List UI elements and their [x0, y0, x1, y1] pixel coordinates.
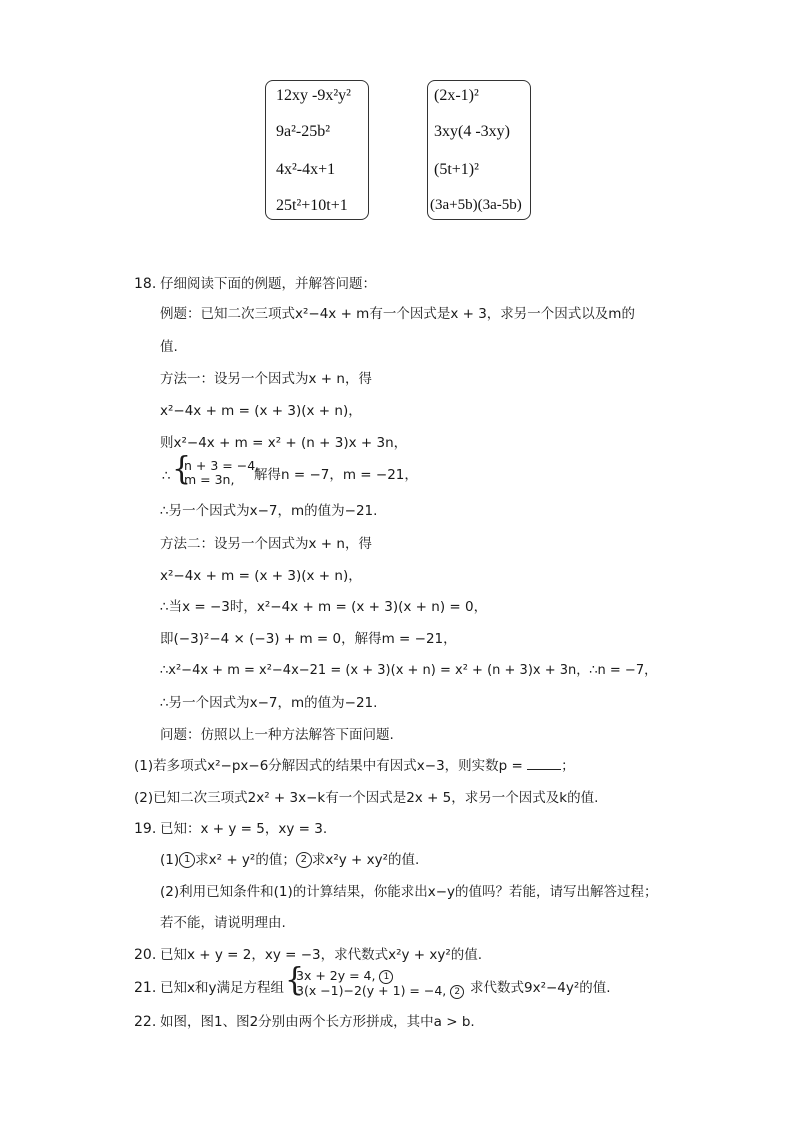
left-item-1: 12xy -9x²y²: [276, 87, 351, 104]
q18-part1-end: ；: [561, 758, 575, 774]
q21-post: 求代数式9x²−4y²的值.: [470, 980, 611, 996]
q18-problem: 问题：仿照以上一种方法解答下面问题.: [160, 727, 394, 743]
q20-number: 20.: [134, 947, 157, 963]
q19-part1-task1: 求x² + y²的值；: [195, 852, 296, 868]
q19-part2-line2: 若不能，请说明理由.: [160, 915, 286, 931]
q18-method2-title: 方法二：设另一个因式为x + n，得: [160, 536, 372, 552]
q19-part1-label: (1): [160, 852, 180, 868]
q18-example-line1: 例题：已知二次三项式x²−4x + m有一个因式是x + 3，求另一个因式以及m的: [160, 306, 635, 322]
answer-blank[interactable]: [527, 757, 561, 770]
q22-text: 如图，图1、图2分别由两个长方形拼成，其中a > b.: [160, 1014, 475, 1030]
q22-number: 22.: [134, 1014, 157, 1030]
q18-method1-eq1: x²−4x + m = (x + 3)(x + n)，: [160, 403, 362, 419]
left-item-2: 9a²-25b²: [276, 123, 331, 140]
q18-system-bottom: m = 3n,: [184, 472, 235, 487]
q18-system-brace: {: [172, 451, 192, 488]
q18-example-line2: 值.: [160, 339, 178, 355]
q19-given: 已知：x + y = 5，xy = 3.: [160, 821, 328, 837]
q18-method1-solve: 解得n = −7，m = −21，: [254, 467, 418, 483]
q18-part1-text: (1)若多项式x²−px−6分解因式的结果中有因式x−3，则实数p =: [134, 758, 523, 774]
q18-method2-eq3: 即(−3)²−4 × (−3) + m = 0，解得m = −21，: [160, 631, 457, 647]
q18-part2: (2)已知二次三项式2x² + 3x−k有一个因式是2x + 5，求另一个因式及k的值.: [134, 790, 599, 806]
q21-number: 21.: [134, 980, 157, 996]
q21-pre: 已知x和y满足方程组: [160, 980, 284, 996]
q21-eq-bottom-text: 3(x −1)−2(y + 1) = −4,: [296, 983, 447, 998]
q21-system-brace: {: [285, 962, 305, 999]
right-item-3: (5t+1)²: [434, 161, 479, 178]
circled-number-1: 1: [379, 970, 393, 984]
q18-method2-conclusion: ∴另一个因式为x−7，m的值为−21.: [160, 695, 378, 711]
q18-system-top: n + 3 = −4,: [184, 458, 260, 473]
q18-part1: [134, 757, 575, 775]
q18-therefore-symbol: ∴: [162, 468, 171, 484]
q18-number: 18.: [134, 276, 157, 292]
q20-text: 已知x + y = 2，xy = −3，求代数式x²y + xy²的值.: [160, 947, 483, 963]
q18-method1-title: 方法一：设另一个因式为x + n，得: [160, 371, 372, 387]
q18-method2-eq4: ∴x²−4x + m = x²−4x−21 = (x + 3)(x + n) = x² + (n + 3)x + 3n，∴n = −7，: [160, 663, 658, 678]
right-item-4: (3a+5b)(3a-5b): [430, 197, 522, 213]
q18-method1-conclusion: ∴另一个因式为x−7，m的值为−21.: [160, 503, 378, 519]
circled-number-1: 1: [179, 852, 195, 868]
circled-number-2: 2: [296, 852, 312, 868]
q19-number: 19.: [134, 821, 157, 837]
circled-number-2: 2: [450, 985, 464, 999]
q18-method2-eq1: x²−4x + m = (x + 3)(x + n)，: [160, 568, 362, 584]
right-item-2: 3xy(4 -3xy): [434, 123, 510, 140]
left-item-3: 4x²-4x+1: [276, 161, 336, 178]
q21-eq-bottom: [296, 984, 464, 999]
left-expression-box: [265, 80, 369, 220]
left-item-4: 25t²+10t+1: [276, 197, 348, 214]
q21-eq-top: [296, 969, 393, 984]
right-item-1: (2x-1)²: [434, 87, 479, 104]
right-expression-box: [427, 80, 531, 220]
q19-part1: [160, 851, 419, 869]
q18-method1-eq2: 则x²−4x + m = x² + (n + 3)x + 3n，: [160, 435, 408, 451]
q19-part2-line1: (2)利用已知条件和(1)的计算结果，你能求出x−y的值吗？若能，请写出解答过程；: [160, 884, 658, 900]
q21-eq-top-text: 3x + 2y = 4,: [296, 968, 376, 983]
q19-part1-task2: 求x²y + xy²的值.: [311, 852, 420, 868]
q18-method2-eq2: ∴当x = −3时，x²−4x + m = (x + 3)(x + n) = 0，: [160, 599, 488, 615]
q18-intro: 仔细阅读下面的例题，并解答问题：: [160, 276, 376, 292]
